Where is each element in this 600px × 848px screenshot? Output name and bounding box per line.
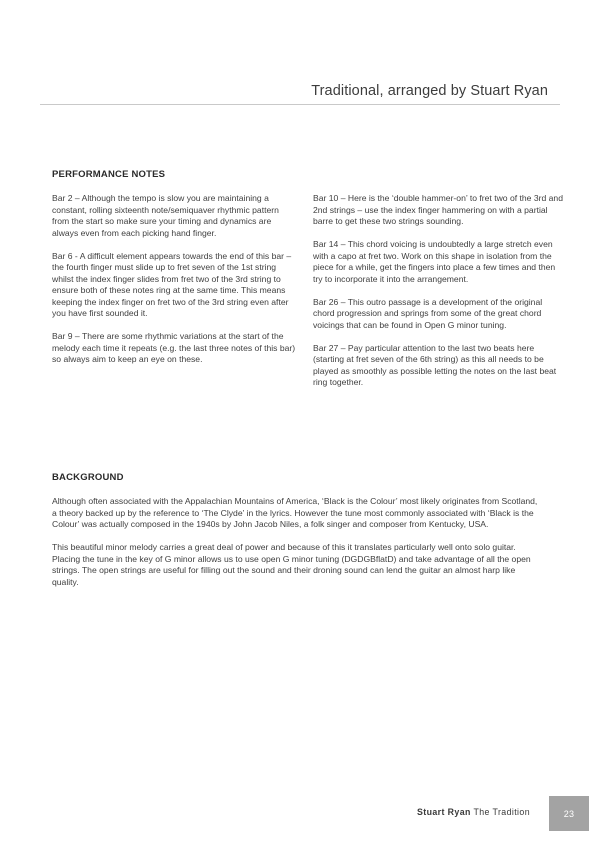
- note-bar-9: Bar 9 – There are some rhythmic variations at the start of the melody each time it repeats (e.g. the last three notes of this bar) so always aim to keep an eye on these.: [52, 331, 296, 364]
- note-bar-2: Bar 2 – Although the tempo is slow you are maintaining a constant, rolling sixteenth note/semiquaver rhythmic pattern from the start so make sure your timing and dynamics are always even from each picking hand finger.: [52, 193, 279, 238]
- performance-notes-right-column: [313, 193, 563, 400]
- page-number-box: [549, 796, 589, 831]
- footer-author: Stuart Ryan: [416, 807, 471, 817]
- note-bar-27: Bar 27 – Pay particular attention to the last two beats here (starting at fret seven of the 6th string) as this all needs to be played as smoothly as possible letting the notes on the last beat ring together.: [313, 342, 557, 387]
- background-heading: BACKGROUND: [52, 472, 124, 483]
- background-paragraph-tuning: This beautiful minor melody carries a great deal of power and because of this it translates particularly well onto solo guitar. Placing the tune in the key of G minor allows us to use open G minor tuning (DGDGBflatD) and take advantage of all the open strings. The open strings are useful for filling out the sound and their droning sound can lend the guitar an almost harp like quality.: [52, 542, 531, 587]
- footer-publication: The Tradition: [473, 807, 530, 817]
- page-footer: [417, 807, 530, 817]
- performance-notes-heading: PERFORMANCE NOTES: [52, 169, 166, 180]
- note-bar-6: Bar 6 - A difficult element appears towards the end of this bar – the fourth finger must slide up to fret seven of the 1st string whilst the index finger slides from fret two of the 3rd string to ensure both of these notes ring at the same time. This means keeping the index finger on fret two of the 3rd string even after you have first sounded it.: [52, 250, 292, 318]
- background-paragraph-origin: Although often associated with the Appalachian Mountains of America, ‘Black is the Colour’ most likely originates from Scotland, a theory backed up by the reference to ‘The Clyde’ in the lyrics. However the tune most commonly associated with ‘Black is the Colour’ was actually composed in the 1940s by John Jacob Niles, a folk singer and composer from Kentucky, USA.: [52, 496, 538, 529]
- header-divider: [40, 104, 560, 105]
- background-body: [52, 496, 542, 600]
- page-number: 23: [563, 808, 575, 819]
- page-header-title: Traditional, arranged by Stuart Ryan: [311, 83, 548, 99]
- note-bar-14: Bar 14 – This chord voicing is undoubtedly a large stretch even with a capo at fret two. Work on this shape in isolation from the piece for a while, get the fingers into place a few times and then try to incorporate it into the arrangement.: [313, 239, 556, 284]
- note-bar-26: Bar 26 – This outro passage is a development of the original chord progression and springs from some of the great chord voicings that can be found in Open G minor tuning.: [313, 296, 543, 330]
- performance-notes-left-column: [52, 193, 296, 377]
- note-bar-10: Bar 10 – Here is the ‘double hammer-on’ to fret two of the 3rd and 2nd strings – use the index finger hammering on with a partial barre to get these two strings sounding.: [313, 193, 563, 226]
